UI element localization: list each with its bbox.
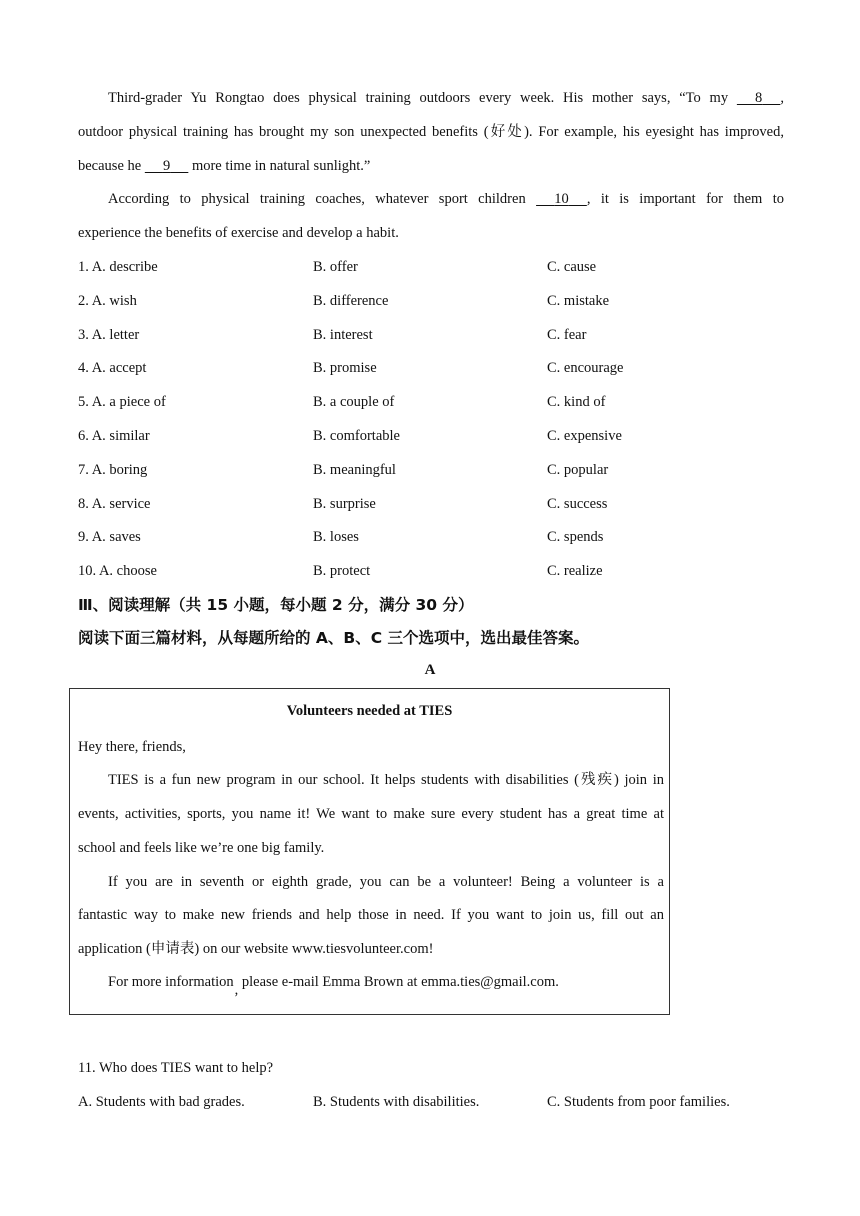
notice-p2-line-3: application (申请表) on our website www.tiesvolunteer.com! [78,941,434,957]
option-2-a: 2. A. wish [78,293,137,309]
blank-10: 10 [554,191,569,207]
option-4-c: C. encourage [547,360,624,376]
option-9-b: B. loses [313,529,359,545]
notice-p3-line-1: For more information, please e-mail Emma Brown at emma.ties@gmail.com. [108,974,559,998]
option-3-c: C. fear [547,327,587,343]
notice-p1-line-3: school and feels like we’re one big family. [78,840,325,856]
option-2-c: C. mistake [547,293,610,309]
option-1-a: 1. A. describe [78,259,158,275]
notice-p2-line-2: fantastic way to make new friends and help those in need. If you want to join us, fill out an [78,907,664,923]
option-9-c: C. spends [547,529,604,545]
option-5-b: B. a couple of [313,394,395,410]
question-11-stem: 11. Who does TIES want to help? [78,1060,274,1076]
option-7-b: B. meaningful [313,462,396,478]
question-11-option-a: A. Students with bad grades. [78,1094,245,1110]
passage-line-4: According to physical training coaches, whatever sport children 10 , it is important for them to [108,191,784,207]
passage-text: Third-grader Yu Rongtao does physical training outdoors every week. His mother says, “To my [108,90,737,106]
notice-title: Volunteers needed at TIES [286,703,453,719]
option-2-b: B. difference [313,293,389,309]
blank-8: 8 [755,90,763,106]
option-6-c: C. expensive [547,428,622,444]
notice-p1-line-2: events, activities, sports, you name it! We want to make sure every student has a great time at [78,806,664,822]
passage-line-1: Third-grader Yu Rongtao does physical training outdoors every week. His mother says, “To my 8 , [108,90,784,106]
option-10-a: 10. A. choose [78,563,157,579]
option-9-a: 9. A. saves [78,529,141,545]
option-6-b: B. comfortable [313,428,400,444]
notice-p1-line-1: TIES is a fun new program in our school. It helps students with disabilities (残疾) join in [108,772,664,788]
option-10-b: B. protect [313,563,371,579]
option-5-c: C. kind of [547,394,606,410]
option-1-c: C. cause [547,259,597,275]
passage-line-3: because he 9 more time in natural sunlight.” [78,158,371,174]
passage-line-5: experience the benefits of exercise and develop a habit. [78,225,399,241]
option-8-b: B. surprise [313,496,376,512]
question-11-option-b: B. Students with disabilities. [313,1094,480,1110]
section-3-title: Ⅲ、阅读理解（共 15 小题，每小题 2 分，满分 30 分） [78,596,474,614]
low-comma: , [234,982,239,998]
option-8-c: C. success [547,496,608,512]
option-5-a: 5. A. a piece of [78,394,166,410]
section-3-instruction: 阅读下面三篇材料，从每题所给的 A、B、C 三个选项中，选出最佳答案。 [78,629,589,647]
passage-line-2: outdoor physical training has brought my son unexpected benefits (好处). For example, his eyesight has improved, [78,124,784,140]
option-6-a: 6. A. similar [78,428,150,444]
option-3-a: 3. A. letter [78,327,140,343]
question-11-option-c: C. Students from poor families. [547,1094,730,1110]
option-4-b: B. promise [313,360,377,376]
option-7-a: 7. A. boring [78,462,148,478]
notice-box [69,688,670,1015]
option-1-b: B. offer [313,259,358,275]
passage-letter: A [424,662,436,678]
option-7-c: C. popular [547,462,609,478]
notice-greeting: Hey there, friends, [78,739,186,755]
option-3-b: B. interest [313,327,373,343]
notice-p2-line-1: If you are in seventh or eighth grade, you can be a volunteer! Being a volunteer is a [108,874,664,890]
option-10-c: C. realize [547,563,603,579]
option-8-a: 8. A. service [78,496,151,512]
option-4-a: 4. A. accept [78,360,147,376]
blank-9: 9 [162,158,171,174]
